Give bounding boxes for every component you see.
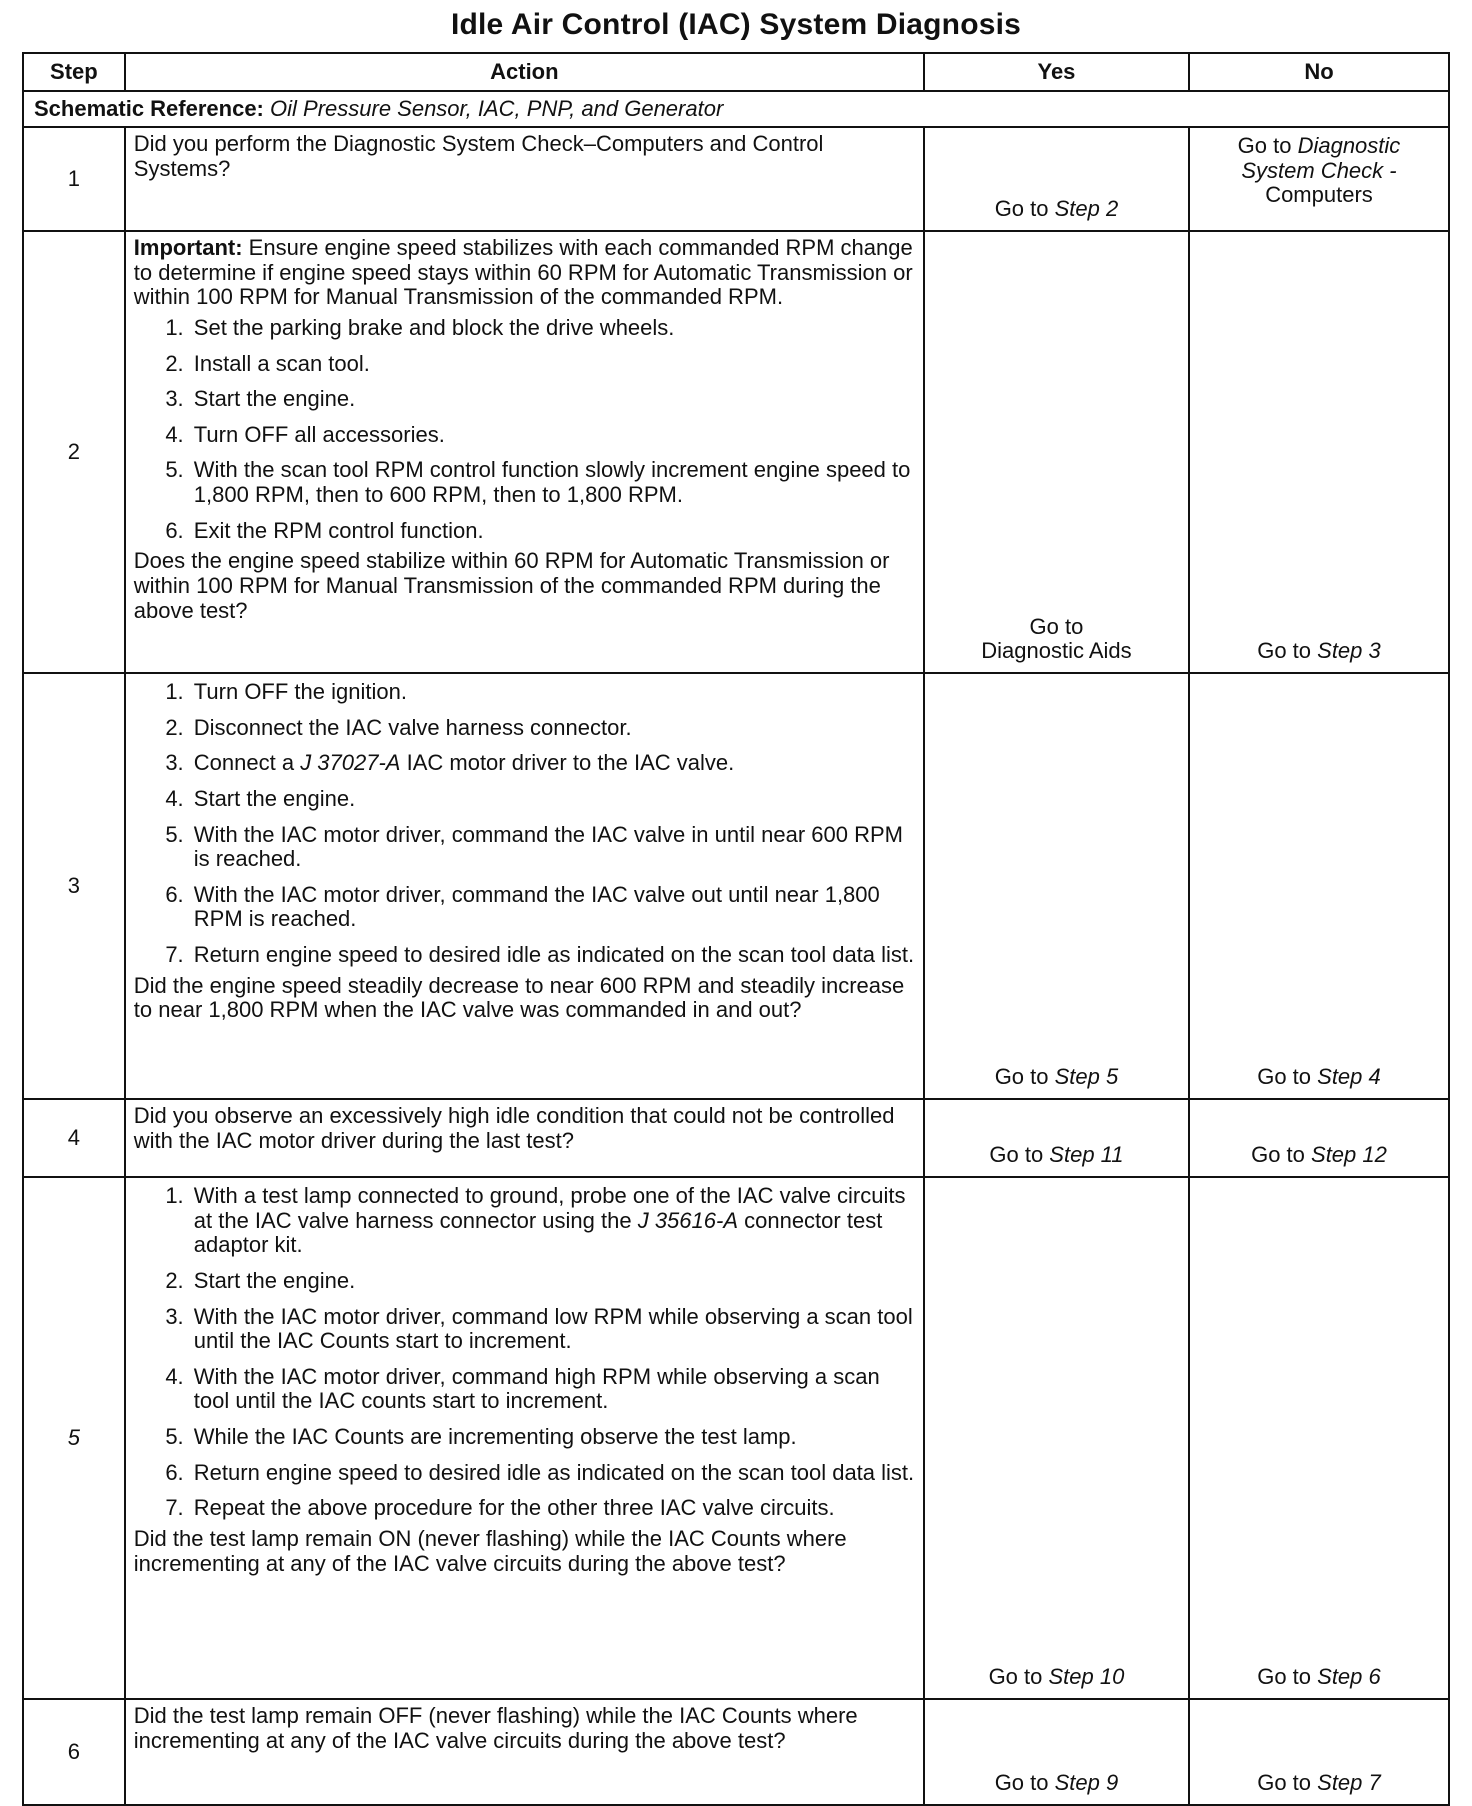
step-number: 3 — [23, 673, 125, 1099]
table-row — [23, 1099, 1449, 1177]
header-action: Action — [125, 53, 924, 91]
action-cell — [125, 127, 924, 231]
procedure-list — [134, 316, 915, 543]
procedure-item: 6. Return engine speed to desired idle as indicated on the scan tool data list. — [190, 1461, 915, 1486]
schematic-label: Schematic Reference: — [34, 95, 264, 121]
no-prefix: Go to — [1257, 638, 1318, 664]
table-row — [23, 127, 1449, 231]
yes-cell — [924, 1699, 1189, 1805]
table-row — [23, 231, 1449, 673]
action-cell — [125, 1099, 924, 1177]
procedure-item: 6. Exit the RPM control function. — [190, 519, 915, 544]
yes-diagnostic-aids-link[interactable]: Diagnostic Aids — [981, 638, 1132, 664]
no-step-link[interactable]: Step 6 — [1317, 1664, 1381, 1690]
action-cell — [125, 1177, 924, 1699]
yes-prefix: Go to — [988, 1664, 1049, 1690]
no-stack — [1198, 134, 1440, 208]
step-number: 4 — [23, 1099, 125, 1177]
procedure-item: 7. Repeat the above procedure for the other three IAC valve circuits. — [190, 1496, 915, 1521]
yes-cell — [924, 1099, 1189, 1177]
no-step-link[interactable]: Step 4 — [1317, 1064, 1381, 1090]
no-cell — [1189, 673, 1449, 1099]
action-cell — [125, 1699, 924, 1805]
yes-step-link[interactable]: Step 10 — [1048, 1664, 1125, 1690]
procedure-item: 4. With the IAC motor driver, command high RPM while observing a scan tool until the IAC counts start to increment. — [190, 1365, 915, 1414]
procedure-list — [134, 1184, 915, 1521]
procedure-item: 1. Turn OFF the ignition. — [190, 680, 915, 705]
schematic-row — [23, 91, 1449, 127]
procedure-item: 2. Start the engine. — [190, 1269, 915, 1294]
yes-cell — [924, 1177, 1189, 1699]
yes-step-link[interactable]: Step 11 — [1049, 1142, 1124, 1168]
yes-prefix: Go to — [994, 1770, 1055, 1796]
yes-prefix: Go to — [1029, 613, 1084, 639]
action-cell — [125, 673, 924, 1099]
question-text: Did the test lamp remain OFF (never flashing) while the IAC Counts where incrementing at any of the IAC valve circuits during the above test? — [133, 1703, 858, 1753]
procedure-list — [134, 680, 915, 968]
important-note — [134, 236, 915, 310]
no-prefix: Go to — [1251, 1142, 1312, 1168]
table-row — [23, 673, 1449, 1099]
no-step-link[interactable]: Step 7 — [1317, 1770, 1381, 1796]
page-title: Idle Air Control (IAC) System Diagnosis — [450, 8, 1022, 41]
step-number: 1 — [23, 127, 125, 231]
header-step: Step — [23, 53, 125, 91]
step-number: 6 — [23, 1699, 125, 1805]
procedure-item: 5. With the scan tool RPM control function slowly increment engine speed to 1,800 RPM, then to 600 RPM, then to 1,800 RPM. — [190, 458, 915, 507]
question-text: Did you observe an excessively high idle condition that could not be controlled with the IAC motor driver during the last test? — [133, 1103, 895, 1153]
procedure-item: 6. With the IAC motor driver, command the IAC valve out until near 1,800 RPM is reached. — [190, 883, 915, 932]
no-cell — [1189, 127, 1449, 231]
no-cell — [1189, 1177, 1449, 1699]
yes-cell — [924, 231, 1189, 673]
no-prefix: Go to — [1257, 1664, 1318, 1690]
no-cell — [1189, 1699, 1449, 1805]
diagnosis-table — [22, 52, 1450, 1806]
no-step-link[interactable]: Step 12 — [1311, 1142, 1387, 1168]
step-number: 5 — [23, 1177, 125, 1699]
yes-cell — [924, 127, 1189, 231]
procedure-item: 5. With the IAC motor driver, command the IAC valve in until near 600 RPM is reached. — [190, 823, 915, 872]
tool-reference: J 37027-A — [300, 750, 401, 776]
procedure-item: 2. Disconnect the IAC valve harness connector. — [190, 716, 915, 741]
schematic-reference — [23, 91, 1449, 127]
question-text: Does the engine speed stabilize within 60 RPM for Automatic Transmission or within 100 RPM for Manual Transmission of the commanded RPM during the above test? — [133, 548, 890, 623]
no-step-link[interactable]: Step 3 — [1317, 638, 1381, 664]
schematic-value: Oil Pressure Sensor, IAC, PNP, and Generator — [270, 95, 724, 121]
tool-reference: J 35616-A — [637, 1207, 738, 1233]
procedure-item: 3. Connect a J 37027-A IAC motor driver to the IAC valve. — [190, 751, 915, 776]
table-header-row — [23, 53, 1449, 91]
no-cell — [1189, 231, 1449, 673]
action-cell — [125, 231, 924, 673]
yes-step-link[interactable]: Step 9 — [1054, 1770, 1119, 1796]
no-cell — [1189, 1099, 1449, 1177]
no-prefix: Go to — [1257, 1770, 1318, 1796]
procedure-item: 7. Return engine speed to desired idle as indicated on the scan tool data list. — [190, 943, 915, 968]
no-prefix: Go to — [1257, 1064, 1318, 1090]
step-number: 2 — [23, 231, 125, 673]
yes-prefix: Go to — [994, 196, 1055, 222]
header-no: No — [1189, 53, 1449, 91]
procedure-item: 3. With the IAC motor driver, command low RPM while observing a scan tool until the IAC Counts start to increment. — [190, 1305, 915, 1354]
question-text: Did the test lamp remain ON (never flashing) while the IAC Counts where incrementing at any of the IAC valve circuits during the above test? — [133, 1525, 847, 1576]
no-prefix: Go to — [1237, 133, 1298, 158]
no-suffix: Computers — [1265, 182, 1373, 208]
important-label: Important: — [133, 235, 243, 260]
yes-prefix: Go to — [994, 1064, 1055, 1090]
procedure-item: 4. Turn OFF all accessories. — [190, 423, 915, 448]
important-text: Ensure engine speed stabilizes with each commanded RPM change to determine if engine speed stays within 60 RPM for Automatic Transmission or within 100 RPM for Manual Transmission of the commanded RPM. — [133, 235, 913, 310]
header-yes: Yes — [924, 53, 1189, 91]
yes-prefix: Go to — [989, 1142, 1050, 1168]
procedure-item: 1. Set the parking brake and block the drive wheels. — [190, 316, 915, 341]
yes-step-link[interactable]: Step 5 — [1054, 1064, 1119, 1090]
procedure-item: 1. With a test lamp connected to ground, probe one of the IAC valve circuits at the IAC valve harness connector using the J 35616-A connector test adaptor kit. — [190, 1184, 915, 1258]
yes-step-link[interactable]: Step 2 — [1054, 196, 1119, 222]
question-text: Did you perform the Diagnostic System Check–Computers and Control Systems? — [133, 131, 824, 181]
yes-cell — [924, 673, 1189, 1099]
procedure-item: 3. Start the engine. — [190, 387, 915, 412]
table-row — [23, 1177, 1449, 1699]
procedure-item: 4. Start the engine. — [190, 787, 915, 812]
table-row — [23, 1699, 1449, 1805]
procedure-item: 5. While the IAC Counts are incrementing observe the test lamp. — [190, 1425, 915, 1450]
no-step-link[interactable]: Diagnostic System Check - — [1241, 133, 1401, 183]
procedure-item: 2. Install a scan tool. — [190, 352, 915, 377]
question-text: Did the engine speed steadily decrease to near 600 RPM and steadily increase to near 1,800 RPM when the IAC valve was commanded in and out? — [133, 972, 905, 1023]
